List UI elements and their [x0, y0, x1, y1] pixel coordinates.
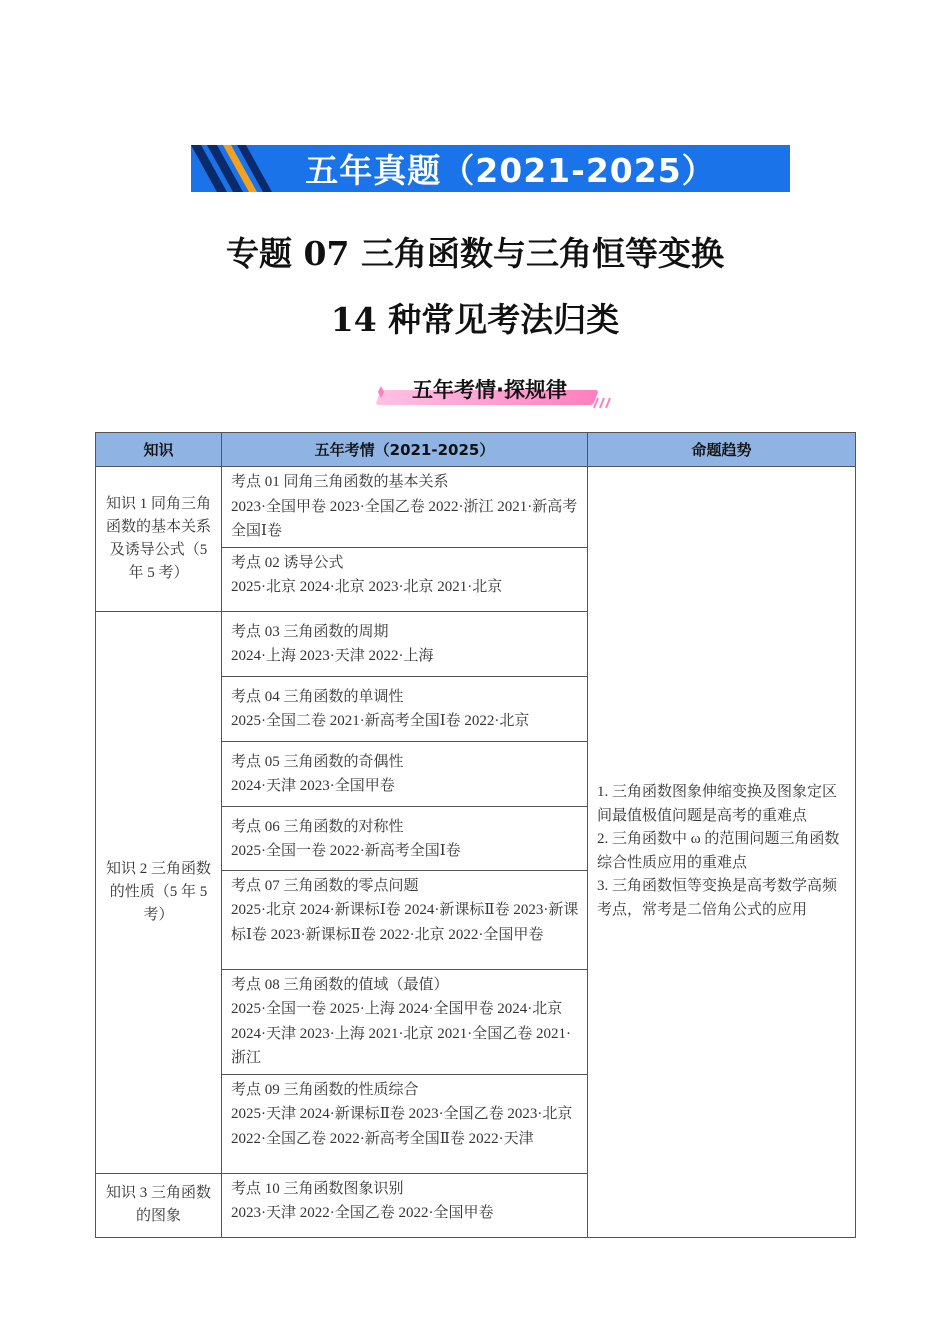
table-header-row	[96, 433, 856, 467]
knowledge-cell-3: 知识 3 三角函数的图象	[96, 1173, 222, 1237]
trend-cell	[588, 467, 856, 1238]
exam-sources: 2025·全国二卷 2021·新高考全国Ⅰ卷 2022·北京	[231, 713, 530, 729]
exam-sources: 2025·北京 2024·北京 2023·北京 2021·北京	[231, 579, 503, 595]
exam-sources: 2023·全国甲卷 2023·全国乙卷 2022·浙江 2021·新高考全国Ⅰ卷	[231, 498, 578, 539]
exam-name: 考点 05 三角函数的奇偶性	[231, 753, 404, 770]
exam-name: 考点 07 三角函数的零点问题	[231, 877, 419, 894]
exam-name: 考点 09 三角函数的性质综合	[231, 1081, 419, 1098]
exam-cell	[222, 806, 588, 870]
exam-cell	[222, 676, 588, 741]
section-badge	[372, 370, 612, 412]
exam-sources: 2025·天津 2024·新课标Ⅱ卷 2023·全国乙卷 2023·北京 2022·全国乙卷 2022·新高考全国Ⅱ卷 2022·天津	[231, 1106, 573, 1147]
exam-cell	[222, 969, 588, 1074]
exam-cell	[222, 741, 588, 806]
header-trend: 命题趋势	[588, 433, 856, 467]
section-badge-text: 五年考情·探规律	[412, 378, 567, 402]
exam-name: 考点 04 三角函数的单调性	[231, 688, 404, 705]
trend-item-2: 2. 三角函数中 ω 的范围问题三角函数综合性质应用的重难点	[597, 831, 840, 871]
exam-table	[95, 432, 856, 1238]
exam-name: 考点 06 三角函数的对称性	[231, 818, 404, 835]
banner	[191, 145, 790, 192]
exam-name: 考点 10 三角函数图象识别	[231, 1180, 404, 1197]
exam-sources: 2025·全国一卷 2022·新高考全国Ⅰ卷	[231, 843, 461, 859]
exam-sources: 2023·天津 2022·全国乙卷 2022·全国甲卷	[231, 1205, 494, 1221]
doc-title-line1: 专题 07 三角函数与三角恒等变换	[226, 234, 724, 273]
table-row	[96, 467, 856, 548]
banner-title: 五年真题（2021-2025）	[305, 151, 716, 190]
knowledge-cell-2: 知识 2 三角函数的性质（5 年 5 考）	[96, 611, 222, 1173]
knowledge-cell-1: 知识 1 同角三角函数的基本关系及诱导公式（5 年 5 考）	[96, 467, 222, 612]
exam-cell	[222, 1074, 588, 1173]
exam-sources: 2025·全国一卷 2025·上海 2024·全国甲卷 2024·北京 2024·天津 2023·上海 2021·北京 2021·全国乙卷 2021·浙江	[231, 1001, 571, 1066]
exam-sources: 2024·上海 2023·天津 2022·上海	[231, 648, 434, 664]
exam-name: 考点 03 三角函数的周期	[231, 623, 389, 640]
doc-title-line2: 14 种常见考法归类	[330, 300, 620, 339]
exam-sources: 2025·北京 2024·新课标Ⅰ卷 2024·新课标Ⅱ卷 2023·新课标Ⅰ卷 2023·新课标Ⅱ卷 2022·北京 2022·全国甲卷	[231, 902, 579, 943]
header-exams: 五年考情（2021-2025）	[222, 433, 588, 467]
exam-cell	[222, 467, 588, 548]
exam-cell	[222, 547, 588, 611]
header-knowledge: 知识	[96, 433, 222, 467]
exam-cell	[222, 870, 588, 969]
trend-item-3: 3. 三角函数恒等变换是高考数学高频考点，常考是二倍角公式的应用	[597, 878, 838, 918]
exam-name: 考点 01 同角三角函数的基本关系	[231, 474, 449, 490]
exam-name: 考点 02 诱导公式	[231, 554, 344, 571]
exam-name: 考点 08 三角函数的值域（最值）	[231, 976, 449, 993]
exam-sources: 2024·天津 2023·全国甲卷	[231, 778, 395, 794]
exam-cell	[222, 611, 588, 676]
exam-cell	[222, 1173, 588, 1237]
trend-item-1: 1. 三角函数图象伸缩变换及图象定区间最值极值问题是高考的重难点	[597, 783, 838, 824]
